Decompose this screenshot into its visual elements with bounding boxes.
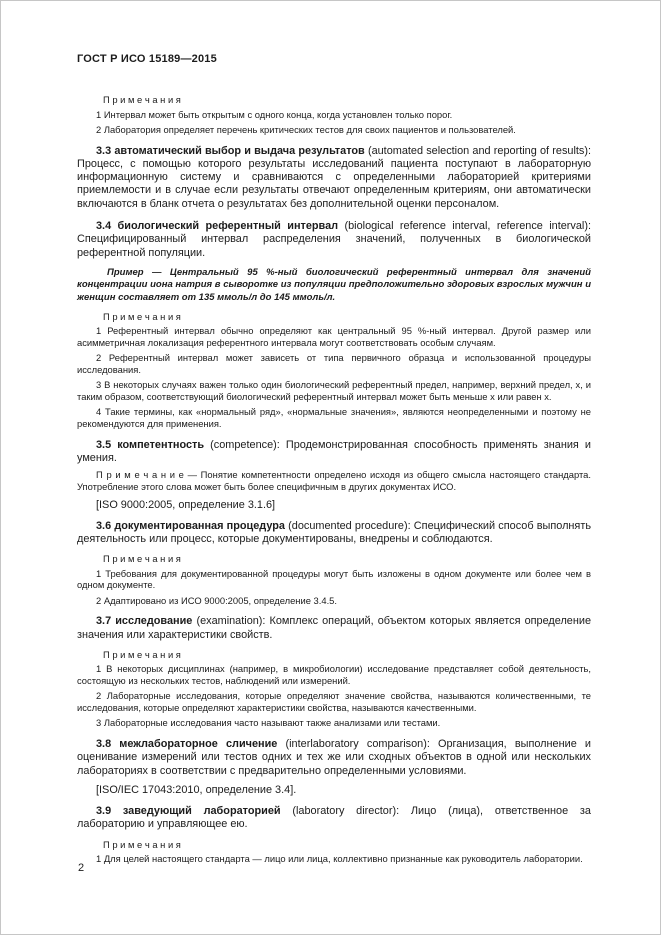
note-item: 2 Адаптировано из ИСО 9000:2005, определение 3.4.5. [96, 594, 337, 606]
note-item: 1 Для целей настоящего стандарта — лицо или лица, коллективно признанные как руководитель лаборатории. [96, 853, 583, 865]
document-content [77, 87, 591, 865]
term-3-8 [77, 738, 591, 778]
term-title: заведующий лабораторией [122, 805, 281, 818]
term-definition: (competence): Продемонстрированная способность применять знания и умения. [77, 438, 592, 465]
term-definition: (automated selection and reporting of results): Процесс, с помощью которого результаты исследований пациента поступают в лабораторную информационную систему и сравниваются с определенными лабораторией критериями приемлемости и в случае если результаты отвечают определенным критериям, они автоматически включаются в бланк отчета о результатах без дополнительной оценки персоналом. [77, 144, 591, 210]
note-item: 3 В некоторых случаях важен только один биологический референтный предел, например, верхний предел, х, и таким образом, соответствующий биологический референтный интервал может быть меньше х или равен х. [77, 379, 591, 403]
note-single-3-5 [77, 469, 591, 493]
note-item: 1 В некоторых дисциплинах (например, в микробиологии) исследование представляет собой деятельность, состоящую из нескольких тестов, наблюдений или измерений. [77, 663, 591, 687]
term-title: компетентность [117, 438, 205, 451]
term-definition: (laboratory director): Лицо (лица), ответственное за лабораторию и управляющее ею. [77, 805, 591, 831]
note-text: — Понятие компетентности определено исходя из общего смысла настоящего стандарта. Употребление этого слова может быть более специфичным в других документах ИСО. [77, 469, 591, 492]
term-definition: (examination): Комплекс операций, объектом которых является определение значения или характеристики свойств. [77, 615, 592, 641]
notes-label: П р и м е ч а н и я [103, 553, 181, 565]
term-definition: (documented procedure): Специфический способ выполнять деятельность или процесс, которые документированы, внедрены и соблюдаются. [77, 519, 591, 545]
term-definition: (interlaboratory comparison): Организация, выполнение и оценивание измерений или тестов одних и тех же или сходных объектов в одной или нескольких лабораториях в соответствии с предварительно определенными условиями. [77, 738, 591, 777]
notes-label: П р и м е ч а н и я [103, 310, 181, 322]
term-number: 3.5 [96, 438, 112, 451]
reference-iso-iec-17043: [ISO/IEC 17043:2010, определение 3.4]. [96, 784, 297, 797]
note-label: П р и м е ч а н и е [96, 469, 184, 480]
term-title: межлабораторное сличение [119, 738, 278, 751]
note-item: 4 Такие термины, как «нормальный ряд», «нормальные значения», являются неопределенными и поэтому не рекомендуются для применения. [77, 406, 591, 430]
term-number: 3.9 [96, 805, 112, 818]
term-title: исследование [115, 615, 193, 628]
note-item: 1 Референтный интервал обычно определяют как центральный 95 %-ный интервал. Другой размер или асимметричная локализация референтного интервала могут соответствовать особым случаям. [77, 325, 591, 349]
term-3-7 [77, 615, 591, 642]
note-item: 3 Лабораторные исследования часто называют также анализами или тестами. [96, 717, 441, 729]
note-item: 2 Лабораторные исследования, которые определяют значение свойства, называются количественными, те исследования, которые определяют характеристики свойства, называются качественными. [77, 690, 591, 714]
term-3-6 [77, 520, 591, 547]
reference-iso-9000: [ISO 9000:2005, определение 3.1.6] [96, 498, 276, 511]
term-number: 3.6 [96, 519, 112, 532]
term-number: 3.4 [96, 219, 112, 232]
page-number: 2 [78, 862, 85, 874]
notes-label: П р и м е ч а н и я [103, 838, 181, 850]
term-number: 3.3 [96, 144, 112, 157]
term-number: 3.8 [96, 738, 112, 751]
example-3-4: Пример — Центральный 95 %-ный биологический референтный интервал для значений концентрации иона натрия в сыворотке из популяции предположительно здоровых взрослых мужчин и женщин составляет от 135 ммоль/л до 145 ммоль/л. [77, 266, 591, 303]
note-item: 1 Требования для документированной процедуры могут быть изложены в одном документе или более чем в одном документе. [77, 567, 591, 591]
note-item: 2 Лаборатория определяет перечень критических тестов для своих пациентов и пользователей. [96, 123, 516, 135]
term-3-4 [77, 220, 591, 260]
term-title: документированная процедура [114, 519, 285, 532]
term-title: автоматический выбор и выдача результатов [114, 144, 365, 157]
note-item: 2 Референтный интервал может зависеть от типа первичного образца и использованной процедуры исследования. [77, 352, 591, 376]
term-title: биологический референтный интервал [117, 219, 339, 232]
notes-label: П р и м е ч а н и я [103, 94, 181, 105]
term-3-9 [77, 805, 591, 832]
term-number: 3.7 [96, 615, 112, 628]
term-3-5 [77, 439, 591, 466]
notes-label: П р и м е ч а н и я [103, 648, 181, 660]
term-definition: (biological reference interval, reference interval): Специфицированный интервал распределения значений, полученных в биологической референтной популяции. [77, 219, 591, 259]
term-3-3 [77, 145, 591, 211]
document-title: ГОСТ Р ИСО 15189—2015 [77, 53, 217, 65]
note-item: 1 Интервал может быть открытым с одного конца, когда установлен только порог. [96, 108, 453, 120]
